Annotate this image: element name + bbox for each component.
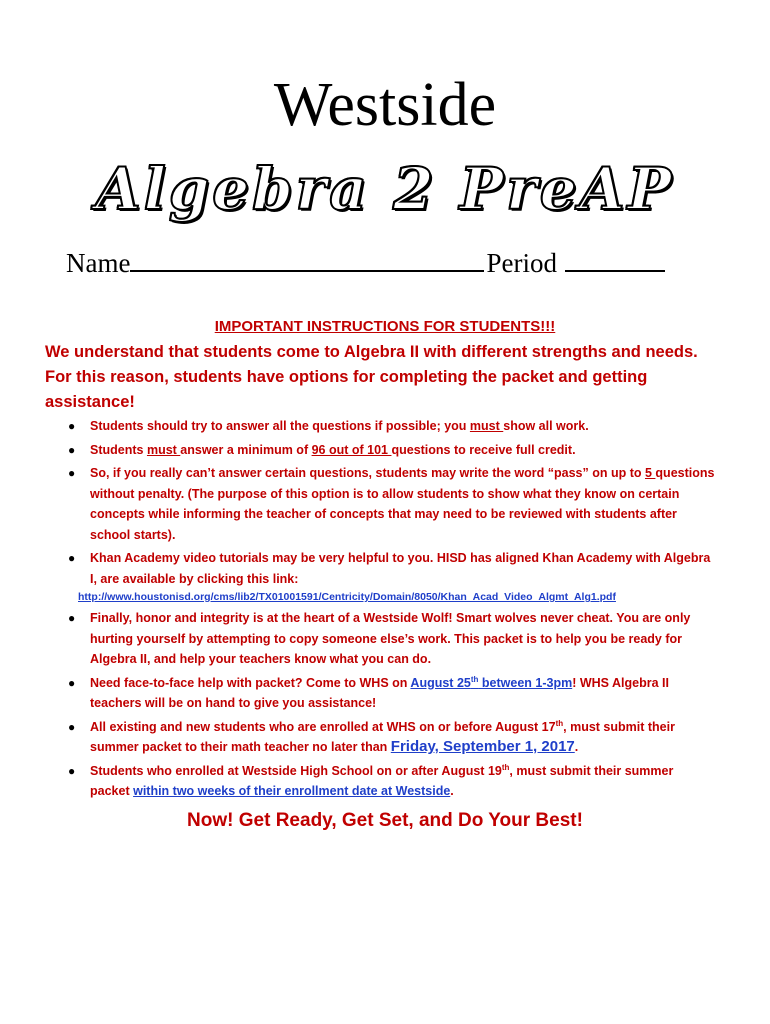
bullet-dot-icon: ●: [68, 763, 76, 778]
item-text: Finally, honor and integrity is at the heart of a Westside Wolf! Smart wolves never cheat. You are only hurting yourself by attempting to copy someone else’s work. This packet is to help you be ready for Algebra II, and help your teachers know what you can do.: [90, 611, 691, 666]
khan-academy-link[interactable]: http://www.houstonisd.org/cms/lib2/TX01001591/Centricity/Domain/8050/Khan_Acad_Video_Algmt_Alg1.pdf: [78, 591, 616, 603]
item-text: Students who enrolled at Westside High School on or after August 19: [90, 763, 502, 778]
school-title: Westside: [273, 71, 497, 139]
instructions-intro: We understand that students come to Algebra II with different strengths and needs. For this reason, students have options for completing the packet and getting assistance!: [45, 343, 698, 411]
list-item: [66, 608, 716, 670]
superscript: th: [555, 718, 564, 728]
item-text: questions without penalty. (The purpose of this option is to allow students to show what they know on certain concepts while informing the teacher of concepts that may need to be reviewed with students after school starts).: [90, 466, 715, 542]
item-text: Students should try to answer all the questions if possible; you: [90, 419, 470, 433]
emphasis-text: 5: [644, 466, 656, 480]
list-item: [66, 440, 716, 461]
item-text: , must submit their summer packet to their math teacher no later than: [90, 719, 675, 754]
list-item: [66, 548, 716, 605]
bullet-dot-icon: ●: [68, 466, 76, 480]
emphasis-text: 96 out of 101: [311, 442, 392, 457]
list-item: [66, 761, 716, 802]
help-date: August 25th between 1-3pm: [410, 674, 573, 690]
bullet-dot-icon: ●: [68, 719, 76, 734]
bullet-dot-icon: ●: [68, 611, 76, 625]
item-text: Need face-to-face help with packet? Come to WHS on: [90, 675, 411, 690]
item-text: .: [450, 784, 454, 798]
name-period-line: [66, 248, 665, 279]
course-title: Algebra 2 PreAP: [95, 155, 675, 223]
name-label: Name: [66, 248, 131, 278]
list-item: [66, 717, 716, 758]
period-blank: [565, 248, 665, 272]
list-item: [66, 463, 716, 545]
item-text: WHS Algebra II teachers will be on hand to give you assistance!: [90, 675, 669, 710]
bullet-dot-icon: ●: [68, 551, 76, 565]
item-text: show all work.: [503, 419, 589, 433]
item-text: All existing and new students who are enrolled at WHS on or before August 17: [90, 719, 556, 734]
superscript: th: [501, 762, 510, 772]
enrollment-deadline: within two weeks of their enrollment date at Westside: [133, 784, 451, 798]
emphasis-text: must: [146, 442, 181, 457]
item-text: Students: [90, 442, 147, 457]
name-blank: [130, 248, 484, 272]
instructions-title: IMPORTANT INSTRUCTIONS FOR STUDENTS!!!: [214, 318, 556, 335]
bullet-dot-icon: ●: [68, 442, 76, 457]
item-text: .: [574, 740, 579, 754]
item-text: So, if you really can’t answer certain questions, students may write the word “pass” on up to: [90, 466, 645, 480]
item-text: answer a minimum of: [180, 442, 312, 457]
list-item: [66, 416, 716, 437]
closing-message: Now! Get Ready, Get Set, and Do Your Best!: [187, 810, 583, 831]
bullet-dot-icon: ●: [68, 419, 76, 433]
due-date: Friday, September 1, 2017: [390, 738, 575, 755]
list-item: [66, 673, 716, 714]
item-text: questions to receive full credit.: [391, 442, 576, 457]
instruction-list: [66, 416, 716, 805]
period-label: Period: [486, 248, 557, 278]
item-text: Khan Academy video tutorials may be very helpful to you. HISD has aligned Khan Academy with Algebra I, are available by clicking this link:: [90, 551, 711, 586]
item-text: , must submit their summer packet: [90, 763, 674, 798]
emphasis-text: must: [469, 419, 504, 433]
item-text: !: [572, 675, 577, 690]
bullet-dot-icon: ●: [68, 675, 76, 690]
